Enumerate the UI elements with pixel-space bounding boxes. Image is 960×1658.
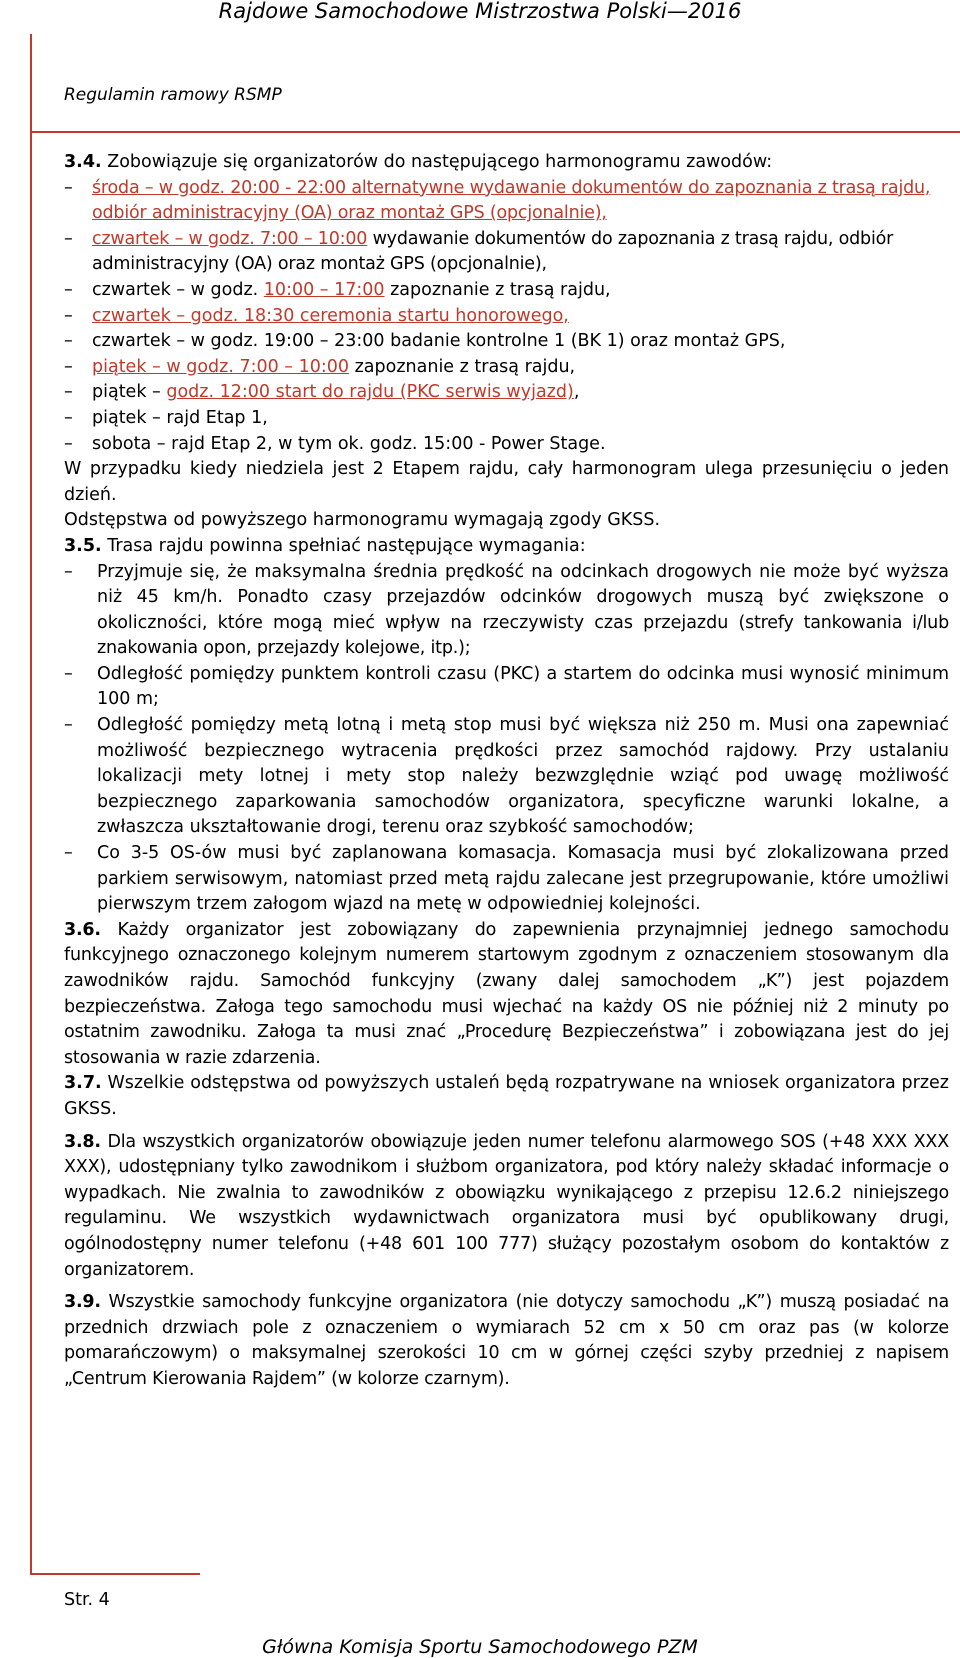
schedule-item	[64, 176, 949, 227]
document-body	[64, 150, 949, 1393]
document-header-title: Rajdowe Samochodowe Mistrzostwa Polski—2016	[218, 0, 742, 23]
requirement-item: – Co 3-5 OS-ów musi być zaplanowana komasacja. Komasacja musi być zlokalizowana przed parkiem serwisowym, natomiast przed metą rajdu zalecane jest przegrupowanie, które umożliwi pierwszym trzem załogom wjazd na metę w odpowiedniej kolejności.	[64, 841, 949, 918]
highlighted-text: czwartek – w godz. 7:00 – 10:00	[92, 228, 368, 249]
highlighted-text: godz. 12:00 start do rajdu (PKC serwis wyjazd)	[166, 382, 574, 403]
section-text: Wszelkie odstępstwa od powyższych ustaleń będą rozpatrywane na wniosek organizatora przez GKSS.	[64, 1073, 949, 1119]
paragraph: Odstępstwa od powyższego harmonogramu wymagają zgody GKSS.	[64, 510, 661, 531]
footer-organization: Główna Komisja Sportu Samochodowego PZM	[262, 1636, 698, 1658]
item-text: wydawanie dokumentów do zapoznania z trasą rajdu, odbiór administracyjny (OA) oraz montaż GPS (opcjonalnie),	[92, 228, 894, 275]
schedule-item	[64, 304, 949, 330]
item-text: Przyjmuje się, że maksymalna średnia prędkość na odcinkach drogowych nie może być wyższa niż 45 km/h. Ponadto czasy przejazdów odcinków drogowych muszą być zwiększone o okoliczności, które mogą mieć wpływ na rzeczywisty czas przejazdu	[97, 561, 949, 633]
schedule-item	[64, 380, 949, 406]
item-text: czwartek – w godz.	[92, 279, 264, 300]
section-3-7	[64, 1071, 949, 1122]
section-3-5	[64, 534, 949, 560]
section-3-9	[64, 1290, 949, 1392]
requirement-item: – Odległość pomiędzy metą lotną i metą stop musi być większa niż 250 m. Musi ona zapewniać możliwość bezpiecznego wytracenia prędkości przez samochód rajdowy. Przy ustalaniu lokalizacji mety lotnej i mety stop należy bezwzględnie wziąć pod uwagę możliwość bezpiecznego zaparkowania samochodów organizatora, specyficzne warunki lokalne, a zwłaszcza ukształtowanie drogi, terenu oraz szybkość samochodów;	[64, 713, 949, 841]
section-text: Zobowiązuje się organizatorów do następującego harmonogramu zawodów:	[101, 152, 773, 172]
section-number: 3.4.	[64, 152, 102, 172]
page-number: Str. 4	[64, 1590, 110, 1610]
section-number: 3.6.	[64, 919, 101, 940]
section-text: Trasa rajdu powinna spełniać następujące wymagania:	[101, 535, 586, 556]
section-number: 3.5.	[64, 535, 102, 556]
section-3-6	[64, 918, 949, 1072]
item-text: czwartek – w godz. 19:00 – 23:00 badanie kontrolne 1 (BK 1) oraz montaż GPS,	[92, 331, 786, 352]
item-text: piątek –	[92, 382, 167, 403]
schedule-item	[64, 278, 949, 304]
item-text: piątek – rajd Etap 1,	[92, 407, 268, 428]
section-text: Każdy organizator jest zobowiązany do zapewnienia przynajmniej jednego samochodu funkcyjnego oznaczonego kolejnym numerem startowym zgodnym z oznaczeniem stosowanym dla zawodników rajdu. Samochód funkcyjny (zwany dalej samochodem „K”) jest pojazdem bezpieczeństwa. Załoga tego samochodu musi wjechać na każdy OS nie później niż 2 minuty po ostatnim zawodniku. Załoga ta musi znać „Procedurę Bezpieczeństwa” i zobowiązana jest do jej stosowania w razie zdarzenia.	[64, 919, 949, 1068]
schedule-item	[64, 432, 949, 458]
requirement-item: – Odległość pomiędzy punktem kontroli czasu (PKC) a startem do odcinka musi wynosić minimum 100 m;	[64, 662, 949, 713]
highlighted-text: czwartek – godz. 18:30 ceremonia startu honorowego,	[92, 305, 569, 326]
section-text: Wszystkie samochody funkcyjne organizatora (nie dotyczy samochodu „K”) muszą posiadać na przednich drzwiach pole z oznaczeniem o wymiarach 52 cm x 50 cm oraz pas (w kolorze pomarańczowym) o maksymalnej szerokości 10 cm w górnej części szyby przedniej z napisem „Centrum Kierowania Rajdem” (w kolorze czarnym).	[64, 1292, 949, 1389]
highlighted-text: środa – w godz. 20:00 - 22:00 alternatywne wydawanie dokumentów do zapoznania z trasą rajdu, odbiór administracyjny (OA) oraz montaż GPS (opcjonalnie),	[92, 177, 931, 224]
item-text: ,	[573, 382, 580, 403]
schedule-item	[64, 227, 949, 278]
highlighted-text: 10:00 – 17:00	[263, 279, 385, 300]
margin-rule-vertical	[30, 34, 32, 1574]
item-text: (strefy tankowania i/lub znakowania opon, przejazdy kolejowe, itp.);	[97, 612, 949, 659]
section-number: 3.9.	[64, 1292, 101, 1313]
section-text: Dla wszystkich organizatorów obowiązuje jeden numer telefonu alarmowego SOS (+48 XXX XXX XXX), udostępniany tylko zawodnikom i służbom organizatora, pod który należy składać informacje o wypadkach. Nie zwalnia to zawodników z obowiązku wynikającego z przepisu 12.6.2 niniejszego regulaminu. We wszystkich wydawnictwach organizatora musi być opublikowany drugi, ogólnodostępny numer telefonu (+48 601 100 777) służący pozostałym osobom do kontaktów z organizatorem.	[64, 1131, 949, 1280]
paragraph: W przypadku kiedy niedziela jest 2 Etapem rajdu, cały harmonogram ulega przesunięciu o jeden dzień.	[64, 459, 949, 505]
schedule-item	[64, 329, 949, 355]
footer-rule	[30, 1573, 200, 1575]
section-3-4	[64, 150, 949, 176]
section-number: 3.8.	[64, 1131, 101, 1152]
section-number: 3.7.	[64, 1073, 102, 1094]
highlighted-text: piątek – w godz. 7:00 – 10:00	[92, 356, 350, 377]
item-text: sobota – rajd Etap 2, w tym ok. godz. 15:00 - Power Stage.	[92, 433, 606, 454]
schedule-item	[64, 355, 949, 381]
header-rule	[30, 131, 960, 133]
document-header-subtitle: Regulamin ramowy RSMP	[64, 85, 282, 105]
schedule-item	[64, 406, 949, 432]
section-3-8	[64, 1130, 949, 1284]
item-text: zapoznanie z trasą rajdu,	[349, 356, 576, 377]
item-text: zapoznanie z trasą rajdu,	[384, 279, 611, 300]
requirement-item	[64, 560, 949, 662]
